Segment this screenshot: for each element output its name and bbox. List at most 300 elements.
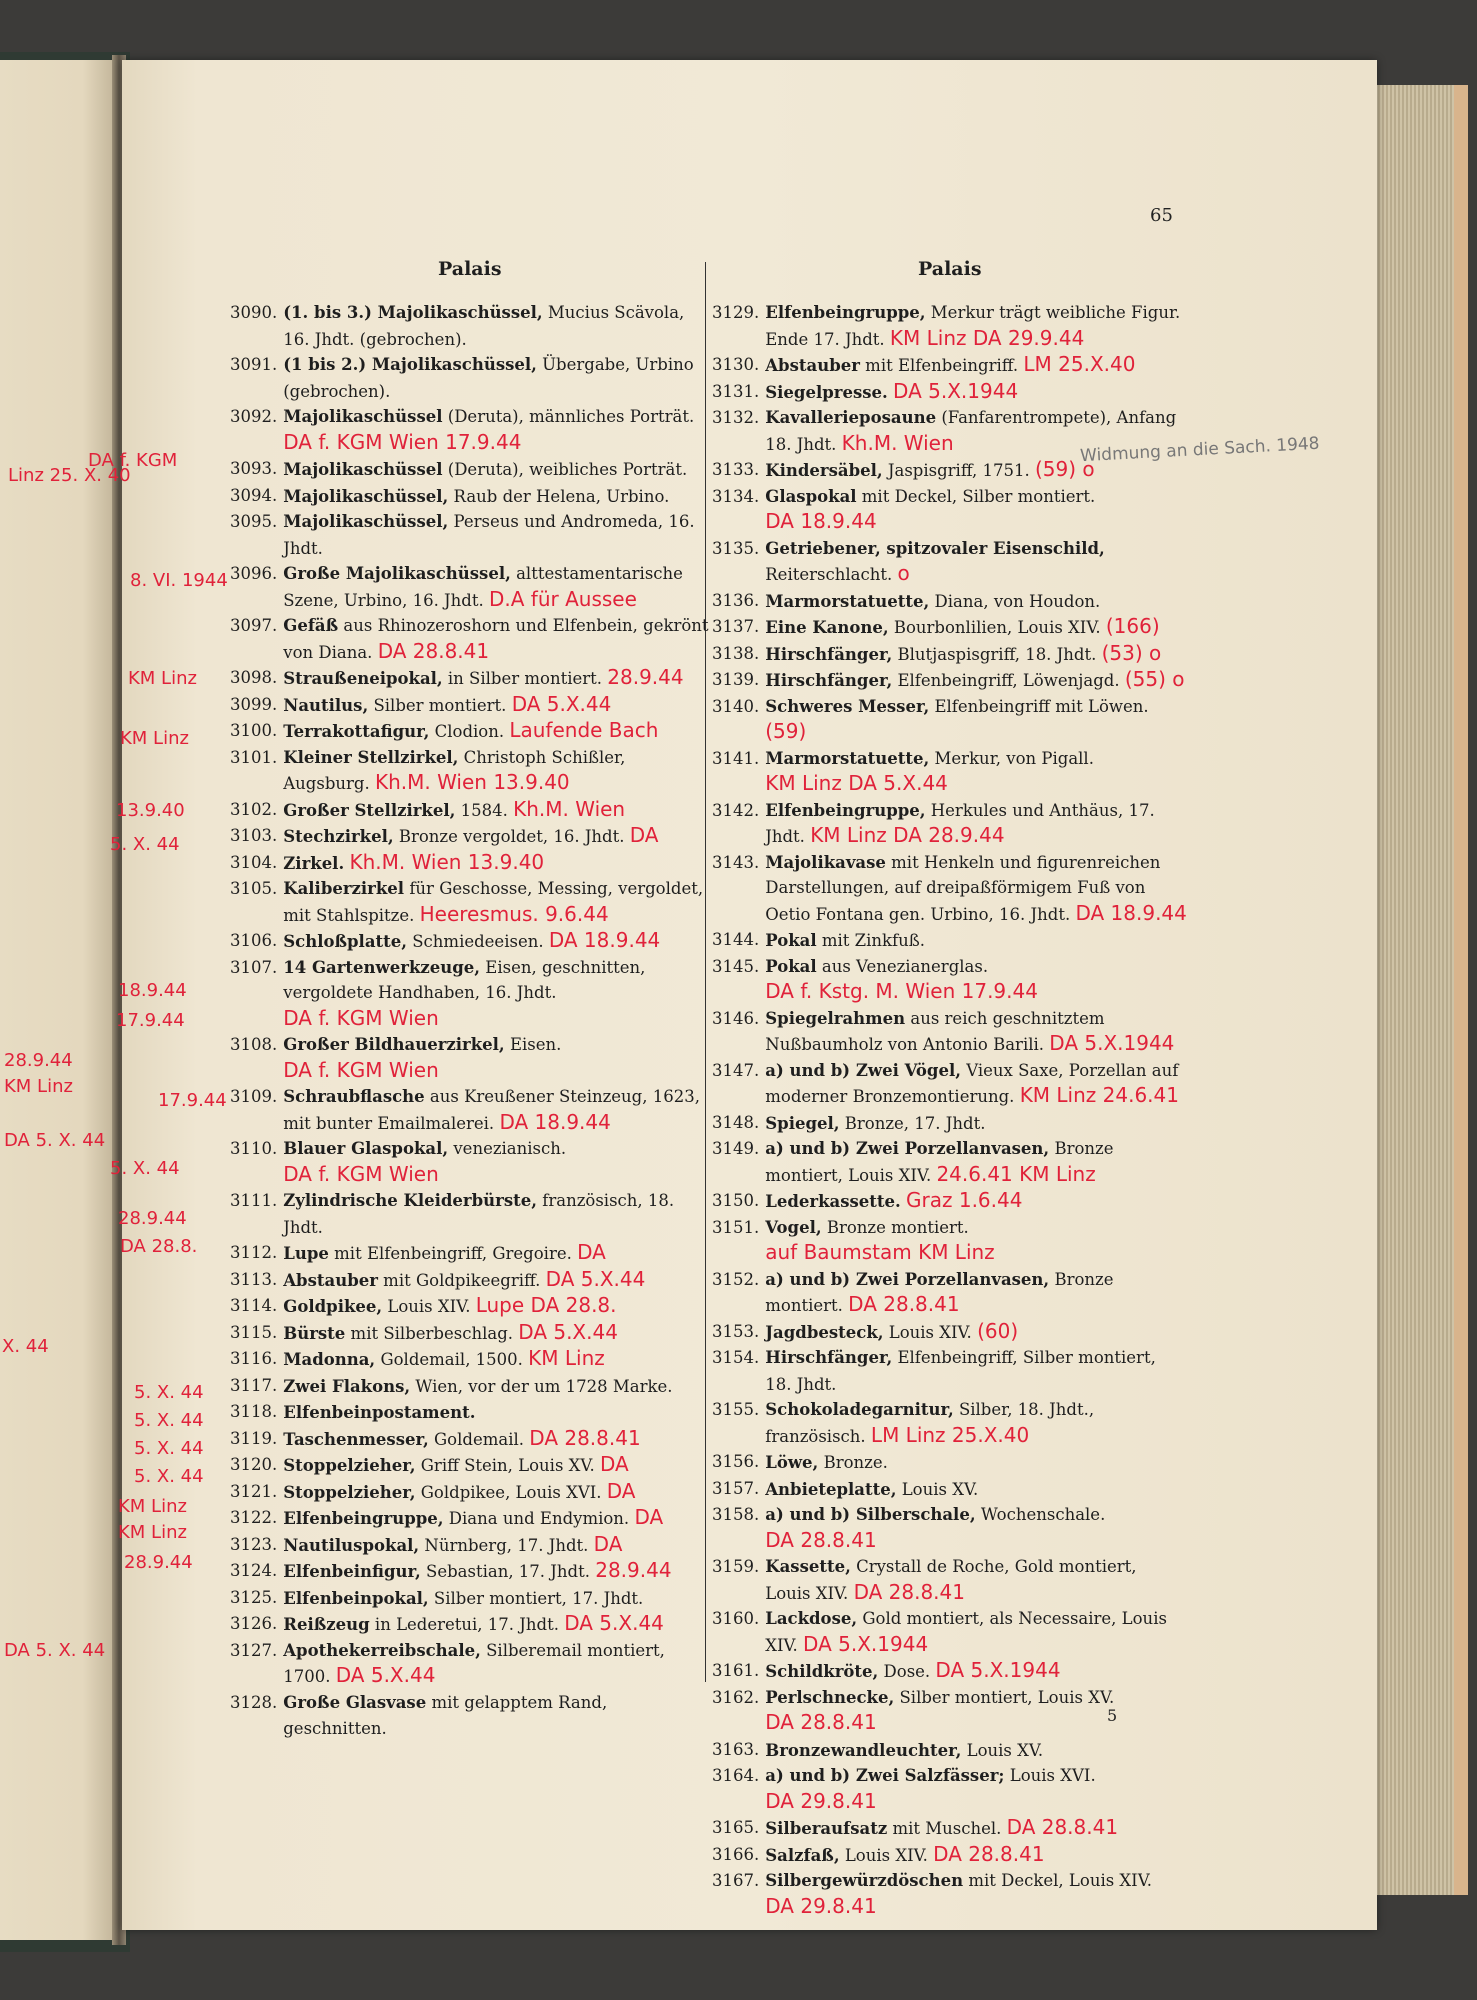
entry-text bbox=[765, 1188, 1187, 1215]
margin-note: DA f. KGM bbox=[88, 450, 178, 471]
entry-number: 3116. bbox=[230, 1349, 278, 1368]
entry-text bbox=[765, 1397, 1187, 1449]
entry-title: Eine Kanone, bbox=[765, 618, 889, 637]
catalog-entry bbox=[712, 1476, 1187, 1503]
handwritten-annotation: DA 5.X.44 bbox=[564, 1611, 664, 1635]
entry-text bbox=[765, 1737, 1187, 1764]
entry-title: Goldpikee, bbox=[283, 1297, 383, 1316]
handwritten-annotation: KM Linz 24.6.41 bbox=[1019, 1083, 1179, 1107]
entry-number: 3148. bbox=[712, 1112, 760, 1132]
entry-description: Merkur trägt weibliche Figur. Ende 17. Jhdt. bbox=[765, 303, 1181, 349]
entry-text bbox=[765, 1476, 1187, 1503]
catalog-entry bbox=[712, 1058, 1187, 1110]
entry-number: 3164. bbox=[712, 1766, 760, 1785]
entry-title: Große Glasvase bbox=[283, 1692, 427, 1712]
entry-number: 3132. bbox=[712, 408, 760, 427]
entry-text bbox=[765, 484, 1187, 536]
entry-description: Louis XV. bbox=[901, 1479, 979, 1499]
entry-description: Jaspisgriff, 1751. bbox=[887, 461, 1030, 480]
entry-title: Schraubflasche bbox=[283, 1087, 425, 1106]
entry-number: 3103. bbox=[230, 826, 278, 845]
entry-number: 3125. bbox=[230, 1587, 278, 1607]
entry-text bbox=[283, 1267, 710, 1294]
catalog-entry bbox=[230, 1690, 710, 1742]
catalog-entry bbox=[712, 1267, 1187, 1319]
handwritten-annotation: DA 28.8.41 bbox=[529, 1425, 641, 1450]
handwritten-annotation: DA bbox=[634, 1505, 664, 1529]
entry-description: Vieux Saxe, Porzellan auf moderner Bronzemontierung. bbox=[765, 1060, 1179, 1106]
entry-text bbox=[765, 1215, 1187, 1267]
catalog-entry bbox=[230, 1558, 710, 1585]
entry-text bbox=[283, 876, 710, 928]
margin-note: KM Linz bbox=[120, 728, 189, 749]
entry-text bbox=[765, 588, 1187, 615]
entry-number: 3129. bbox=[712, 303, 760, 322]
entry-description: Silberemail montiert, 1700. bbox=[283, 1640, 665, 1686]
catalog-entry bbox=[230, 1240, 710, 1267]
entry-title: Schokoladegarnitur, bbox=[765, 1400, 954, 1419]
catalog-entry bbox=[230, 352, 710, 404]
entry-text bbox=[283, 745, 710, 797]
handwritten-annotation: Laufende Bach bbox=[509, 718, 659, 742]
catalog-entry bbox=[712, 641, 1187, 668]
margin-note: KM Linz bbox=[128, 668, 197, 689]
page-edges bbox=[1372, 85, 1468, 1895]
catalog-entry bbox=[230, 1638, 710, 1690]
entry-description: Gold montiert, als Necessaire, Louis XIV. bbox=[765, 1609, 1167, 1655]
entry-title: Elfenbeinfigur, bbox=[283, 1562, 421, 1581]
entry-number: 3149. bbox=[712, 1139, 760, 1158]
entry-number: 3094. bbox=[230, 485, 278, 505]
entry-number: 3090. bbox=[230, 303, 278, 322]
entry-text bbox=[765, 954, 1187, 1006]
entry-number: 3135. bbox=[712, 538, 760, 558]
entry-title: Majolikaschüssel, bbox=[283, 512, 449, 531]
entry-number: 3155. bbox=[712, 1400, 760, 1419]
handwritten-annotation: 28.9.44 bbox=[595, 1558, 672, 1582]
entry-text bbox=[283, 692, 710, 719]
entry-title: Majolikaschüssel, bbox=[283, 486, 449, 506]
entry-title: Reißzeug bbox=[283, 1615, 370, 1634]
entry-title: Lederkassette. bbox=[765, 1192, 901, 1211]
entry-description: mit Muschel. bbox=[892, 1819, 1002, 1838]
entry-title: Kassette, bbox=[765, 1557, 851, 1576]
entry-text bbox=[283, 352, 710, 404]
entry-title: Straußeneipokal, bbox=[283, 669, 443, 688]
entry-title: Vogel, bbox=[765, 1217, 822, 1237]
entry-title: Abstauber bbox=[765, 356, 860, 375]
handwritten-annotation: DA 29.8.41 bbox=[765, 1788, 877, 1813]
catalog-entry bbox=[230, 1136, 710, 1188]
entry-text bbox=[283, 797, 710, 824]
entry-text bbox=[283, 718, 710, 745]
entry-number: 3157. bbox=[712, 1478, 760, 1498]
entry-text bbox=[283, 509, 710, 561]
entry-title: Siegelpresse. bbox=[765, 382, 888, 402]
entry-description: Elfenbeingriff, Löwenjagd. bbox=[897, 671, 1120, 690]
entry-title: Pokal bbox=[765, 931, 817, 950]
handwritten-annotation: DA 5.X.44 bbox=[545, 1266, 646, 1291]
catalog-entry bbox=[230, 1611, 710, 1638]
catalog-entry bbox=[230, 1346, 710, 1373]
catalog-entry bbox=[230, 1505, 710, 1532]
catalog-entry bbox=[230, 1188, 710, 1240]
margin-note: KM Linz bbox=[118, 1496, 187, 1517]
margin-note: DA 5. X. 44 bbox=[4, 1640, 106, 1661]
entry-number: 3144. bbox=[712, 930, 760, 949]
handwritten-annotation: o bbox=[897, 561, 910, 585]
entry-description: aus Rhinozeroshorn und Elfenbein, gekrönt von Diana. bbox=[283, 616, 709, 662]
handwritten-annotation: (166) bbox=[1105, 614, 1160, 638]
entry-number: 3154. bbox=[712, 1348, 760, 1367]
entry-description: Wien, vor der um 1728 Marke. bbox=[415, 1376, 673, 1396]
handwritten-annotation: DA f. KGM Wien bbox=[283, 1057, 439, 1082]
entry-title: Spiegel, bbox=[765, 1113, 840, 1133]
entry-number: 3104. bbox=[230, 852, 278, 872]
entry-description: mit gelapptem Rand, geschnitten. bbox=[283, 1692, 608, 1738]
entry-number: 3123. bbox=[230, 1534, 278, 1554]
catalog-entry bbox=[712, 1215, 1187, 1267]
entry-title: Stoppelzieher, bbox=[283, 1482, 416, 1502]
entry-description: Bronze montiert. bbox=[826, 1217, 969, 1237]
entry-text bbox=[283, 1240, 710, 1267]
entry-number: 3111. bbox=[230, 1191, 278, 1210]
entry-text bbox=[765, 1868, 1187, 1920]
handwritten-annotation: KM Linz DA 5.X.44 bbox=[765, 771, 948, 795]
entry-title: Löwe, bbox=[765, 1453, 819, 1472]
entry-number: 3095. bbox=[230, 512, 278, 531]
entry-description: Crystall de Roche, Gold montiert, Louis XIV. bbox=[765, 1557, 1137, 1603]
entry-title: Nautiluspokal, bbox=[283, 1535, 420, 1555]
handwritten-annotation: DA bbox=[629, 823, 659, 847]
entry-description: Griff Stein, Louis XV. bbox=[420, 1456, 595, 1475]
entry-number: 3097. bbox=[230, 616, 278, 635]
entry-title: (1. bis 3.) Majolikaschüssel, bbox=[283, 303, 543, 322]
catalog-entry bbox=[712, 379, 1187, 406]
entry-description: Christoph Schißler, Augsburg. bbox=[283, 747, 626, 793]
entry-text bbox=[283, 1505, 710, 1532]
entry-title: a) und b) Zwei Porzellanvasen, bbox=[765, 1139, 1050, 1158]
catalog-entry bbox=[712, 1502, 1187, 1554]
entry-text bbox=[765, 1763, 1187, 1815]
entry-description: Goldpikee, Louis XVI. bbox=[420, 1482, 602, 1502]
entry-description: mit Deckel, Silber montiert. bbox=[861, 486, 1096, 506]
entry-description: Übergabe, Urbino (gebrochen). bbox=[283, 355, 694, 401]
entry-title: Elfenbeinpostament. bbox=[283, 1403, 476, 1422]
entry-text bbox=[283, 1611, 710, 1638]
entry-description: Wochenschale. bbox=[980, 1505, 1106, 1524]
handwritten-annotation: (55) o bbox=[1124, 667, 1185, 691]
entry-number: 3114. bbox=[230, 1296, 278, 1315]
entry-number: 3121. bbox=[230, 1481, 278, 1501]
entry-title: Bürste bbox=[283, 1323, 346, 1343]
margin-note: KM Linz bbox=[118, 1522, 187, 1543]
catalog-entry bbox=[712, 1449, 1187, 1476]
entry-description: Bourbonlilien, Louis XIV. bbox=[893, 618, 1101, 637]
entry-number: 3139. bbox=[712, 670, 760, 689]
entry-number: 3134. bbox=[712, 486, 760, 506]
margin-note: X. 44 bbox=[2, 1336, 49, 1357]
entry-description: Louis XVI. bbox=[1009, 1766, 1096, 1785]
right-column bbox=[712, 300, 1187, 1920]
entry-number: 3117. bbox=[230, 1375, 278, 1395]
entry-text bbox=[283, 1346, 710, 1373]
entry-title: Kindersäbel, bbox=[765, 461, 883, 480]
entry-description: mit Elfenbeingriff, Gregoire. bbox=[334, 1244, 572, 1263]
catalog-entry bbox=[230, 1293, 710, 1320]
catalog-entry bbox=[230, 823, 710, 850]
entry-text bbox=[283, 1690, 710, 1742]
catalog-entry bbox=[712, 536, 1187, 588]
handwritten-annotation: Lupe DA 28.8. bbox=[475, 1293, 617, 1317]
catalog-entry bbox=[230, 955, 710, 1033]
entry-title: Zwei Flakons, bbox=[283, 1376, 411, 1396]
margin-note: KM Linz bbox=[4, 1076, 73, 1097]
entry-title: Schloßplatte, bbox=[283, 932, 407, 951]
entry-title: Stoppelzieher, bbox=[283, 1456, 416, 1475]
entry-text bbox=[765, 614, 1187, 641]
margin-note: 28.9.44 bbox=[118, 1208, 187, 1229]
entry-number: 3166. bbox=[712, 1844, 760, 1864]
entry-number: 3151. bbox=[712, 1217, 760, 1237]
margin-note: Linz 25. X. 40 bbox=[8, 465, 131, 486]
entry-number: 3140. bbox=[712, 696, 760, 716]
entry-text bbox=[765, 1136, 1187, 1188]
entry-number: 3138. bbox=[712, 643, 760, 663]
entry-description: Goldemail. bbox=[434, 1429, 525, 1449]
entry-title: Majolikaschüssel bbox=[283, 460, 443, 479]
catalog-entry bbox=[712, 484, 1187, 536]
catalog-entry bbox=[712, 588, 1187, 615]
entry-description: venezianisch. bbox=[453, 1139, 567, 1158]
entry-text bbox=[765, 1345, 1187, 1397]
handwritten-annotation: DA 28.8.41 bbox=[933, 1841, 1045, 1866]
catalog-entry bbox=[230, 1479, 710, 1506]
entry-description: Silber montiert. bbox=[373, 695, 507, 715]
entry-number: 3143. bbox=[712, 852, 760, 872]
entry-description: Louis XIV. bbox=[888, 1322, 972, 1342]
handwritten-annotation: DA 5.X.1944 bbox=[935, 1658, 1061, 1682]
entry-text bbox=[283, 1558, 710, 1585]
margin-note: 13.9.40 bbox=[116, 800, 185, 821]
entry-text bbox=[765, 667, 1187, 694]
entry-title: Lupe bbox=[283, 1244, 329, 1263]
entry-title: Kleiner Stellzirkel, bbox=[283, 747, 459, 767]
handwritten-annotation: Kh.M. Wien 13.9.40 bbox=[374, 770, 570, 794]
entry-text bbox=[283, 665, 710, 692]
catalog-entry bbox=[230, 1532, 710, 1559]
entry-text bbox=[283, 1479, 710, 1506]
entry-title: Hirschfänger, bbox=[765, 644, 893, 664]
margin-note: 28.9.44 bbox=[124, 1552, 193, 1573]
entry-number: 3162. bbox=[712, 1687, 760, 1707]
entry-text bbox=[765, 1606, 1187, 1658]
entry-title: Nautilus, bbox=[283, 695, 369, 715]
entry-number: 3126. bbox=[230, 1614, 278, 1633]
entry-description: Merkur, von Pigall. bbox=[934, 748, 1094, 768]
handwritten-annotation: (53) o bbox=[1101, 640, 1162, 665]
entry-number: 3161. bbox=[712, 1661, 760, 1680]
entry-number: 3137. bbox=[712, 617, 760, 636]
entry-text bbox=[765, 352, 1187, 379]
page-number: 65 bbox=[1150, 205, 1173, 226]
handwritten-annotation: (59) o bbox=[1034, 457, 1095, 481]
entry-title: Hirschfänger, bbox=[765, 1348, 893, 1367]
entry-description: Sebastian, 17. Jhdt. bbox=[426, 1562, 590, 1581]
entry-description: in Lederetui, 17. Jhdt. bbox=[374, 1615, 559, 1634]
entry-number: 3108. bbox=[230, 1035, 278, 1054]
entry-number: 3131. bbox=[712, 381, 760, 401]
entry-number: 3128. bbox=[230, 1692, 278, 1712]
catalog-entry bbox=[712, 352, 1187, 379]
entry-number: 3109. bbox=[230, 1087, 278, 1106]
entry-description: für Geschosse, Messing, vergoldet, mit Stahlspitze. bbox=[283, 879, 704, 925]
entry-description: Louis XIV. bbox=[387, 1297, 471, 1316]
handwritten-annotation: LM 25.X.40 bbox=[1023, 352, 1136, 376]
entry-number: 3120. bbox=[230, 1455, 278, 1474]
entry-text bbox=[283, 1084, 710, 1136]
catalog-entry bbox=[712, 1188, 1187, 1215]
entry-text bbox=[765, 1110, 1187, 1137]
entry-number: 3133. bbox=[712, 460, 760, 479]
margin-note: 5. X. 44 bbox=[134, 1410, 204, 1431]
entry-title: Stechzirkel, bbox=[283, 827, 394, 846]
entry-description: (Deruta), männliches Porträt. bbox=[447, 407, 695, 426]
entry-text bbox=[283, 1426, 710, 1453]
entry-number: 3099. bbox=[230, 694, 278, 714]
entry-text bbox=[283, 1188, 710, 1240]
catalog-entry bbox=[230, 1452, 710, 1479]
catalog-entry bbox=[230, 665, 710, 692]
handwritten-annotation: DA f. Kstg. M. Wien 17.9.44 bbox=[765, 979, 1038, 1003]
entry-description: Louis XIV. bbox=[844, 1845, 928, 1865]
entry-description: Bronze montiert. bbox=[765, 1269, 1114, 1315]
entry-number: 3119. bbox=[230, 1428, 278, 1448]
entry-number: 3100. bbox=[230, 721, 278, 740]
entry-title: Anbieteplatte, bbox=[765, 1479, 897, 1499]
entry-text bbox=[283, 1373, 710, 1400]
handwritten-annotation: DA 28.8.41 bbox=[377, 638, 490, 663]
entry-title: Madonna, bbox=[283, 1350, 376, 1369]
entry-title: Schweres Messer, bbox=[765, 696, 930, 716]
handwritten-annotation: DA bbox=[593, 1531, 623, 1556]
entry-text bbox=[283, 823, 710, 850]
left-column-heading: Palais bbox=[438, 258, 502, 280]
entry-number: 3106. bbox=[230, 931, 278, 950]
entry-title: Elfenbeingruppe, bbox=[283, 1509, 444, 1528]
entry-title: Spiegelrahmen bbox=[765, 1008, 906, 1028]
entry-title: Großer Bildhauerzirkel, bbox=[283, 1035, 505, 1054]
entry-title: Taschenmesser, bbox=[283, 1429, 429, 1449]
entry-title: Großer Stellzirkel, bbox=[283, 800, 456, 820]
entry-number: 3130. bbox=[712, 355, 760, 374]
entry-title: Marmorstatuette, bbox=[765, 748, 930, 768]
handwritten-annotation: KM Linz bbox=[528, 1346, 605, 1370]
margin-note: 17.9.44 bbox=[116, 1010, 185, 1031]
entry-description: Clodion. bbox=[434, 722, 505, 741]
margin-note: 8. VI. 1944 bbox=[130, 570, 228, 591]
handwritten-annotation: DA 28.8.41 bbox=[853, 1579, 965, 1604]
handwritten-annotation: auf Baumstam KM Linz bbox=[765, 1240, 995, 1264]
left-column bbox=[230, 300, 710, 1742]
catalog-entry bbox=[712, 1110, 1187, 1137]
entry-description: Elfenbeingriff, Silber montiert, 18. Jhdt. bbox=[765, 1348, 1156, 1394]
entry-title: Majolikavase bbox=[765, 852, 886, 872]
entry-description: Herkules und Anthäus, 17. Jhdt. bbox=[765, 800, 1155, 846]
entry-title: Große Majolikaschüssel, bbox=[283, 564, 511, 583]
entry-number: 3142. bbox=[712, 800, 760, 820]
entry-number: 3141. bbox=[712, 748, 760, 768]
handwritten-annotation: KM Linz DA 28.9.44 bbox=[810, 823, 1005, 847]
entry-title: a) und b) Silberschale, bbox=[765, 1505, 976, 1524]
catalog-entry bbox=[712, 1554, 1187, 1606]
entry-description: Diana und Endymion. bbox=[448, 1509, 630, 1528]
catalog-entry bbox=[230, 1585, 710, 1612]
entry-title: Glaspokal bbox=[765, 486, 857, 506]
entry-description: aus Venezianerglas. bbox=[821, 956, 989, 976]
catalog-entry bbox=[712, 694, 1187, 746]
margin-note: 5. X. 44 bbox=[134, 1466, 204, 1487]
catalog-entry bbox=[230, 928, 710, 955]
catalog-entry bbox=[230, 456, 710, 483]
handwritten-annotation: KM Linz DA 29.9.44 bbox=[889, 325, 1085, 350]
handwritten-annotation: DA 5.X.1944 bbox=[803, 1631, 929, 1656]
entry-number: 3107. bbox=[230, 957, 278, 977]
entry-text bbox=[283, 613, 710, 665]
entry-text bbox=[283, 955, 710, 1033]
entry-number: 3113. bbox=[230, 1269, 278, 1289]
entry-text bbox=[765, 1267, 1187, 1319]
entry-text bbox=[765, 1058, 1187, 1110]
entry-description: 1584. bbox=[460, 800, 508, 820]
entry-title: Perlschnecke, bbox=[765, 1687, 895, 1707]
entry-description: französisch, 18. Jhdt. bbox=[283, 1191, 675, 1237]
entry-title: a) und b) Zwei Vögel, bbox=[765, 1060, 961, 1080]
catalog-entry bbox=[230, 718, 710, 745]
entry-number: 3136. bbox=[712, 590, 760, 610]
margin-note: 5. X. 44 bbox=[134, 1382, 204, 1403]
entry-title: Elfenbeingruppe, bbox=[765, 800, 926, 820]
handwritten-annotation: DA 28.8.41 bbox=[765, 1710, 877, 1734]
entry-number: 3127. bbox=[230, 1640, 278, 1660]
entry-title: Zylindrische Kleiderbürste, bbox=[283, 1191, 537, 1210]
entry-text bbox=[283, 483, 710, 510]
entry-title: Pokal bbox=[765, 956, 817, 976]
entry-description: Perseus und Andromeda, 16. Jhdt. bbox=[283, 512, 695, 558]
side-note: Widmung an die Sach. 1948 bbox=[1079, 433, 1320, 467]
entry-description: in Silber montiert. bbox=[447, 669, 603, 688]
entry-description: Louis XV. bbox=[966, 1740, 1044, 1760]
entry-description: mit Elfenbeingriff. bbox=[865, 356, 1019, 375]
entry-title: Zirkel. bbox=[283, 853, 345, 873]
right-column-heading: Palais bbox=[918, 258, 982, 280]
entry-number: 3093. bbox=[230, 459, 278, 478]
entry-text bbox=[283, 928, 710, 955]
handwritten-annotation: DA 5.X.44 bbox=[518, 1319, 618, 1344]
handwritten-annotation: DA 18.9.44 bbox=[765, 509, 877, 533]
entry-text bbox=[765, 641, 1187, 668]
catalog-entry bbox=[230, 483, 710, 510]
entry-number: 3101. bbox=[230, 747, 278, 767]
entry-number: 3160. bbox=[712, 1609, 760, 1628]
entry-description: (Fanfarentrompete), Anfang 18. Jhdt. bbox=[765, 408, 1177, 454]
entry-description: mit Deckel, Louis XIV. bbox=[968, 1871, 1152, 1890]
margin-note: 5. X. 44 bbox=[134, 1438, 204, 1459]
entry-title: Getriebener, spitzovaler Eisenschild, bbox=[765, 538, 1105, 558]
entry-description: Silber, 18. Jhdt., französisch. bbox=[765, 1400, 1095, 1446]
entry-text bbox=[765, 1502, 1187, 1554]
entry-description: Raub der Helena, Urbino. bbox=[453, 486, 670, 506]
